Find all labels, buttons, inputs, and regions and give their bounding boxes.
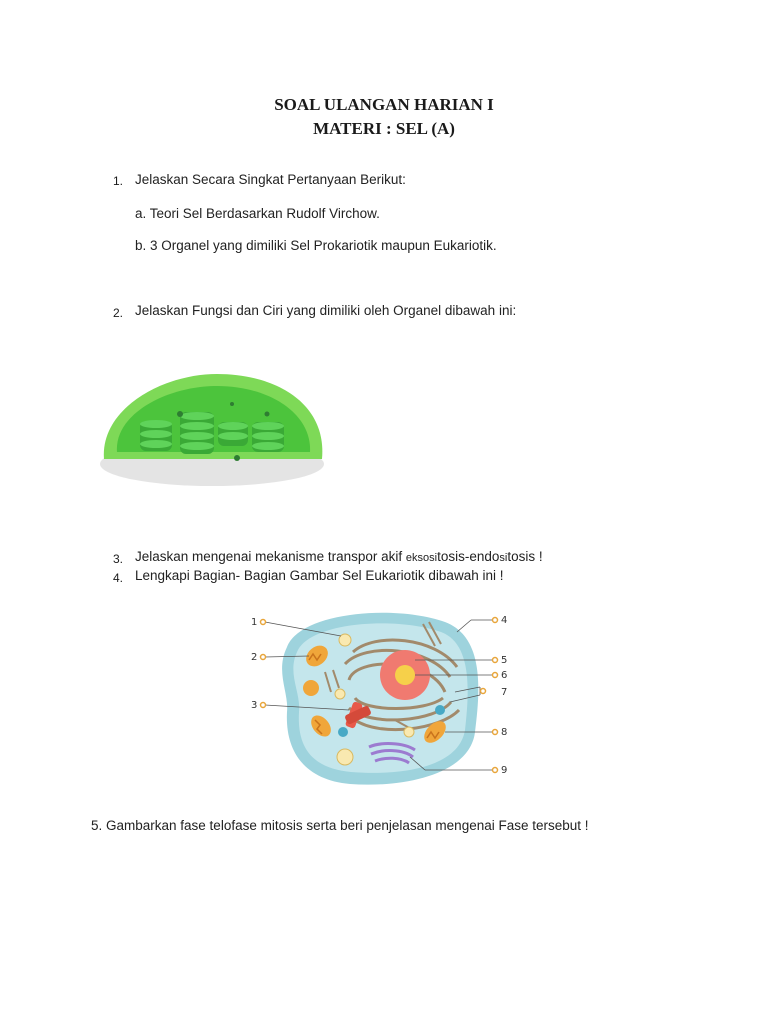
page-title: SOAL ULANGAN HARIAN I <box>274 95 494 114</box>
q4-number: 4. <box>113 571 124 585</box>
cell-label-8: 8 <box>501 727 508 738</box>
nucleolus <box>395 665 415 685</box>
q2-number: 2. <box>113 306 124 320</box>
cell-label-3: 3 <box>251 700 258 711</box>
granum-4 <box>252 422 284 452</box>
q1-text: Jelaskan Secara Singkat Pertanyaan Berikut: <box>135 172 406 187</box>
granum-3 <box>218 422 248 446</box>
cell-label-9: 9 <box>501 765 508 776</box>
cell-label-6: 6 <box>501 670 508 681</box>
cell-label-4: 4 <box>501 615 508 626</box>
q1-number: 1. <box>113 174 124 188</box>
cell-label-1: 1 <box>251 617 258 628</box>
q5-text: 5. Gambarkan fase telofase mitosis serta beri penjelasan mengenai Fase tersebut ! <box>91 818 589 833</box>
q3-text: Jelaskan mengenai mekanisme transpor akif eksositosis-endositosis ! <box>135 549 543 564</box>
q1-item-a: a. Teori Sel Berdasarkan Rudolf Virchow. <box>135 206 380 221</box>
cell-label-7: 7 <box>501 687 508 698</box>
cell-label-5: 5 <box>501 655 508 666</box>
q2-text: Jelaskan Fungsi dan Ciri yang dimiliki oleh Organel dibawah ini: <box>135 303 517 318</box>
cell-label-2: 2 <box>251 652 258 663</box>
q4-text: Lengkapi Bagian- Bagian Gambar Sel Eukariotik dibawah ini ! <box>135 568 504 583</box>
q3-number: 3. <box>113 552 124 566</box>
q1-item-b: b. 3 Organel yang dimiliki Sel Prokariotik maupun Eukariotik. <box>135 238 497 253</box>
eukaryotic-cell-diagram <box>245 602 520 792</box>
granum-1 <box>140 420 172 451</box>
granum-2 <box>180 412 214 454</box>
page-subtitle: MATERI : SEL (A) <box>313 119 455 138</box>
chloroplast-diagram <box>92 364 337 494</box>
